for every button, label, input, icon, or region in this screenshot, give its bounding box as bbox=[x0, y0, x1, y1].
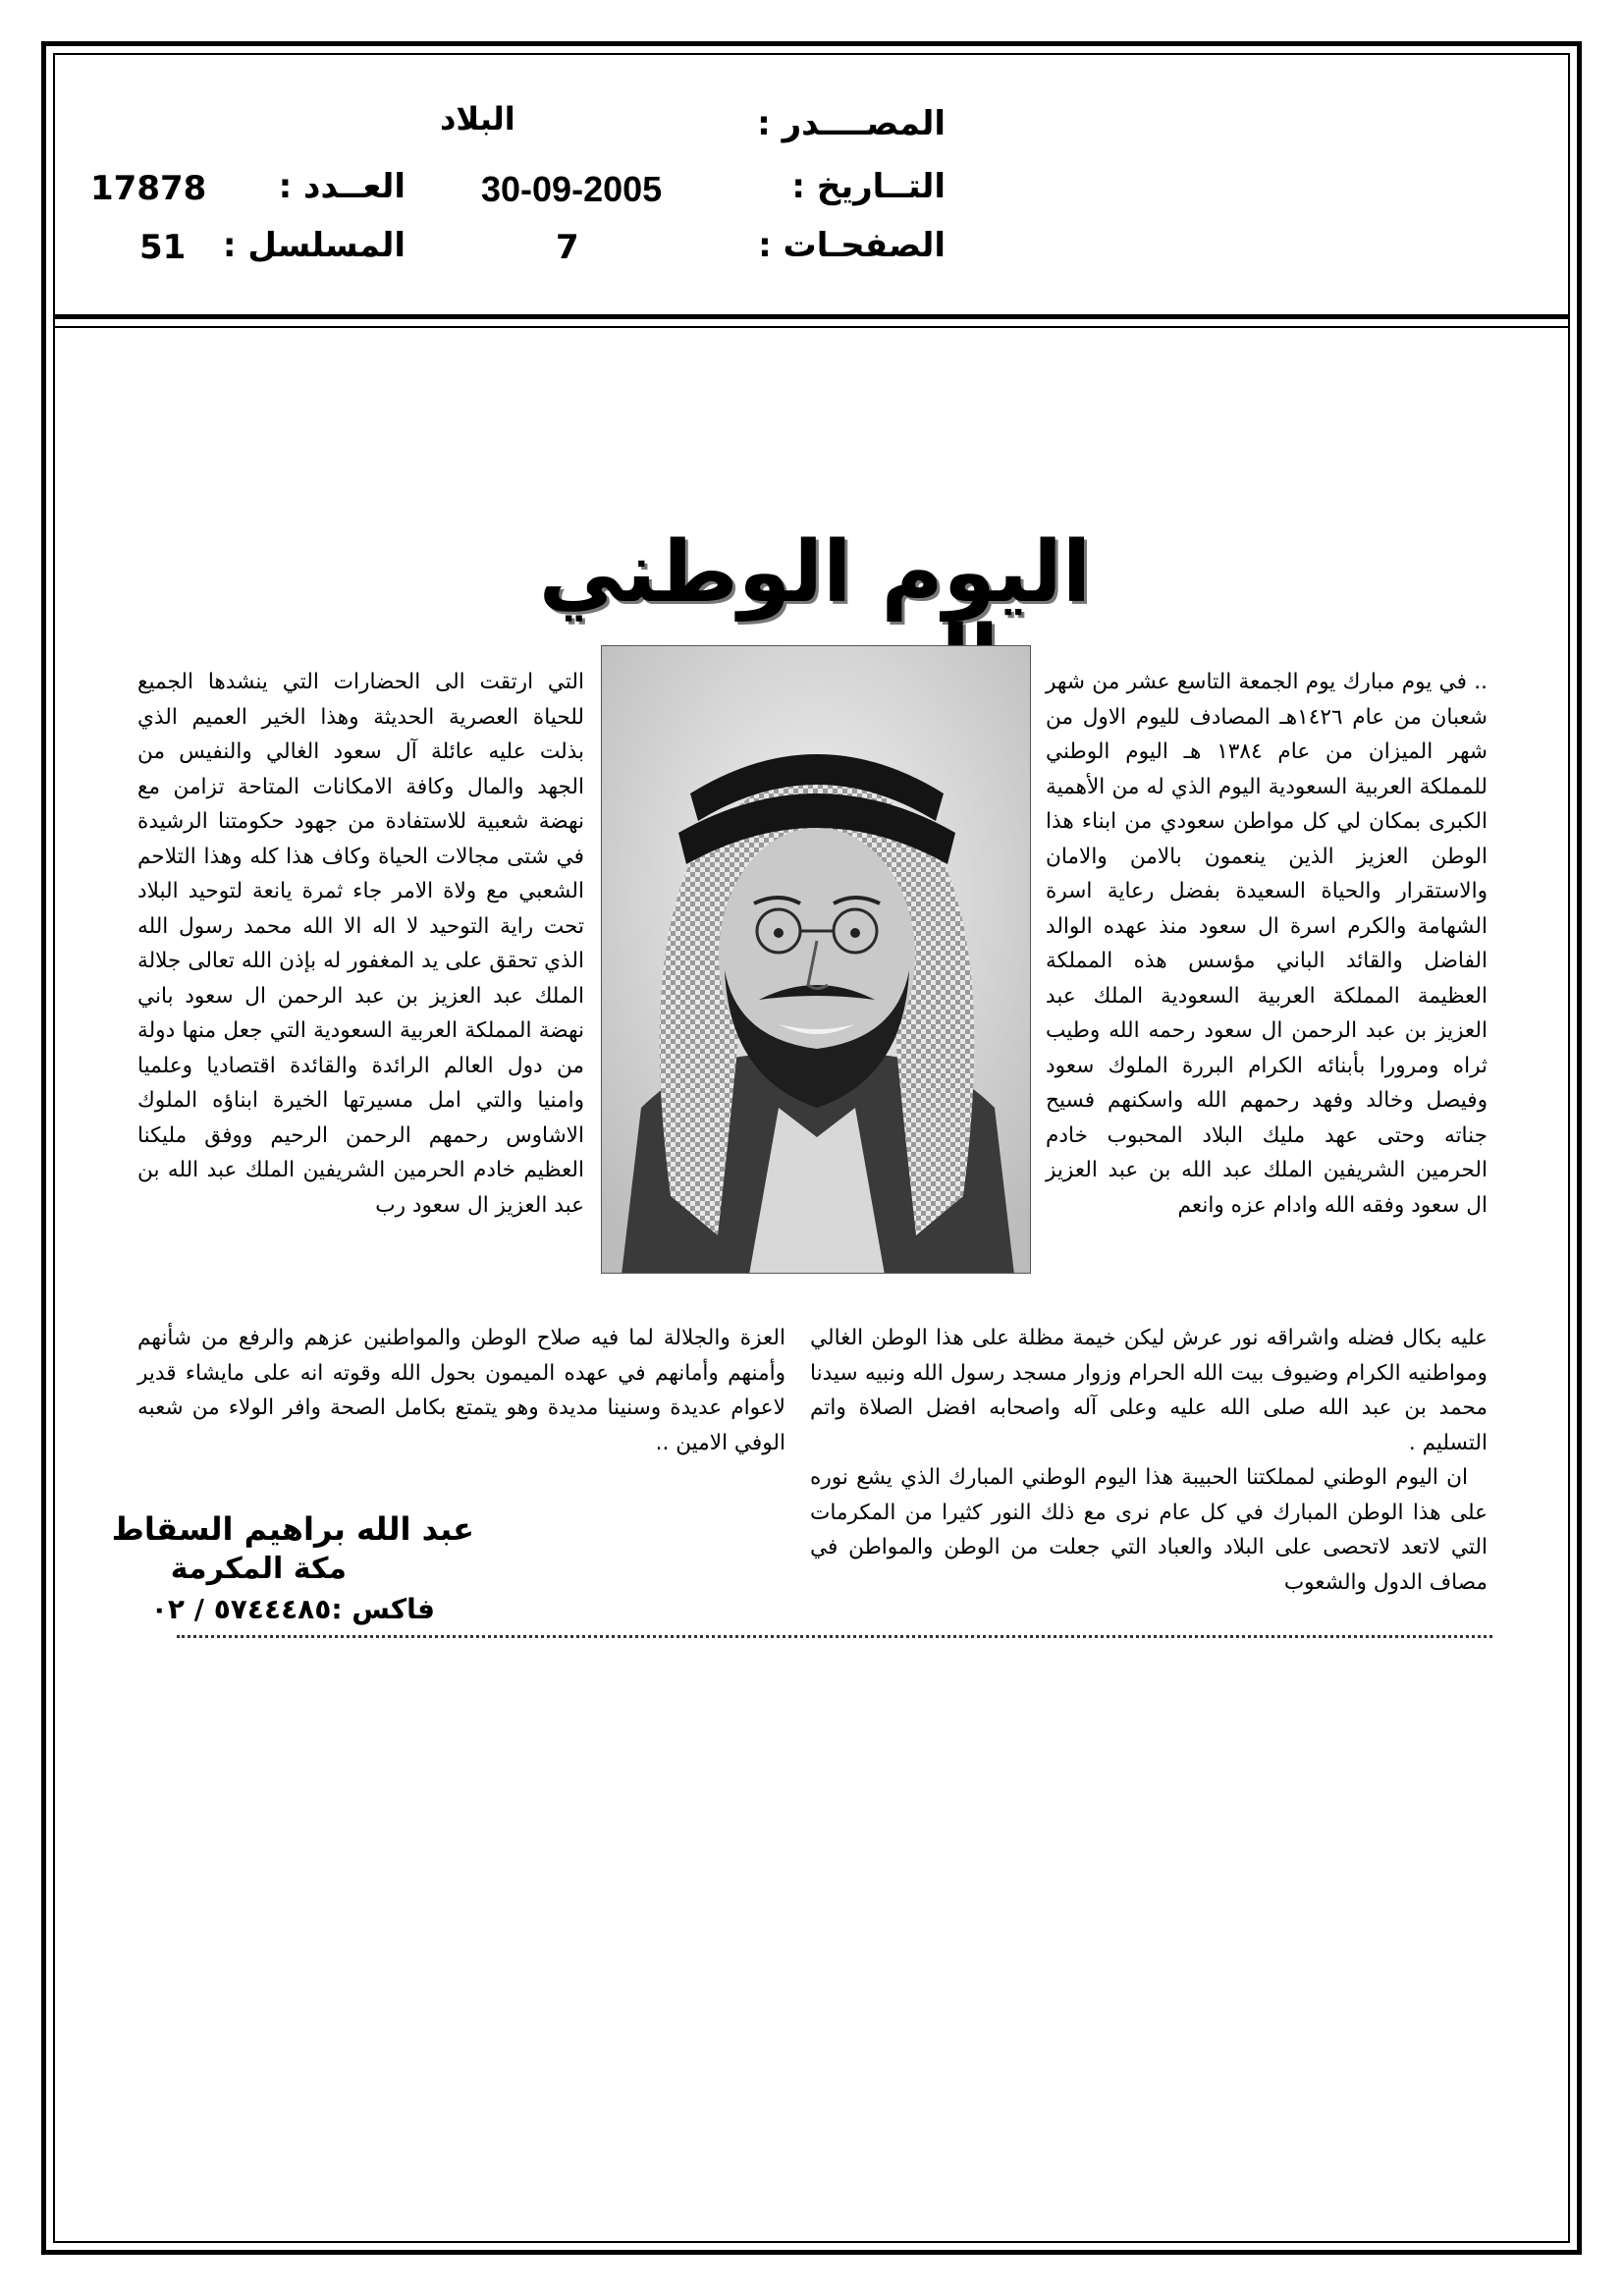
pages-label: الصفحـات : bbox=[758, 226, 946, 265]
article-bottom-left bbox=[137, 1321, 785, 1460]
date-value: 30-09-2005 bbox=[481, 169, 663, 209]
article-end-divider bbox=[177, 1635, 1492, 1638]
issue-value: 17878 bbox=[90, 169, 207, 208]
article-paragraph: التي ارتقت الى الحضارات التي ينشدها الجميع للحياة العصرية الحديثة وهذا الخير العميم الذي بذلت عليه عائلة آل سعود الغالي والنفيس من الجهد والمال وكافة الامكانات المتاحة تزامن مع نهضة شعبية للاستفادة من جهود حكومتنا الرشيدة في شتى مجالات الحياة وكاف هذا كله وهذا التلاحم الشعبي مع ولاة الامر جاء ثمرة يانعة لتوحيد البلاد تحت راية التوحيد لا اله الا الله محمد رسول الله الذي تحقق على يد المغفور له بإذن الله تعالى جلالة الملك عبد العزيز بن عبد الرحمن ال سعود باني نهضة المملكة العربية السعودية التي جعل منها دولة من دول العالم الرائدة والقائدة اقتصاديا وعلميا وامنيا والتي امل مسيرتها الخيرة ابناؤه الملوك الاشاوس رحمهم الرحمن الرحيم ووفق مليكنا العظيم خادم الحرمين الشريفين الملك عبد الله بن عبد العزيز ال سعود رب bbox=[137, 670, 584, 1218]
article-column-right bbox=[1046, 665, 1488, 1223]
article-paragraph: .. في يوم مبارك يوم الجمعة التاسع عشر من شهر شعبان من عام ١٤٢٦هـ المصادف لليوم الاول من شهر الميزان من عام ١٣٨٤ هـ اليوم الوطني للمملكة العربية السعودية اليوم الذي له من الأهمية الكبرى بمكان لي كل مواطن سعودي من ابناء هذا الوطن العزيز الذين ينعمون بالامن والامان والاستقرار والحياة السعيدة بفضل رعاية اسرة الشهامة والكرم اسرة ال سعود منذ عهده الوالد الفاضل والقائد الباني مؤسس هذه المملكة العظيمة المملكة العربية السعودية الملك عبد العزيز بن عبد الرحمن ال سعود رحمه الله وطيب ثراه ومرورا بأبنائه الكرام البررة الملوك سعود وفيصل وخالد وفهد رحمهم الله واسكنهم فسيح جناته وحتى عهد مليك البلاد المحبوب خادم الحرمين الشريفين الملك عبد الله بن عبد العزيز ال سعود وفقه الله وادام عزه وانعم bbox=[1046, 670, 1488, 1218]
issue-label: العــدد : bbox=[278, 167, 406, 206]
article-column-left bbox=[137, 665, 584, 1223]
serial-value: 51 bbox=[139, 228, 187, 267]
article-paragraph: العزة والجلالة لما فيه صلاح الوطن والمواطنين عزهم والرفع من شأنهم وأمنهم وأمانهم في عهده الميمون بحول الله وقوته انه على مايشاء قدير لاعوام عديدة وسنينا مديدة وهو يتمتع بكامل الصحة وافر الولاء من شعبه الوفي الامين .. bbox=[137, 1326, 785, 1455]
portrait-photo bbox=[601, 645, 1031, 1274]
portrait-illustration bbox=[602, 646, 1031, 1274]
header-divider bbox=[53, 314, 1570, 319]
author-fax: فاكس :٥٧٤٤٤٨٥ / ٠٢ bbox=[150, 1593, 435, 1625]
date-label: التــاريخ : bbox=[791, 167, 946, 206]
source-label: المصــــدر : bbox=[757, 104, 946, 143]
pages-value: 7 bbox=[556, 228, 579, 267]
article-title: اليوم الوطني bbox=[538, 523, 1092, 622]
header-divider-thin bbox=[53, 326, 1570, 328]
article-paragraph: ان اليوم الوطني لمملكتنا الحبيبة هذا اليوم الوطني المبارك الذي يشع نوره على هذا الوطن المبارك في كل عام نرى مع ذلك النور كثيرا من المكرمات التي لاتعد لاتحصى على البلاد والعباد التي جعلت من الوطن والمواطن في مصاف الدول والشعوب bbox=[810, 1465, 1488, 1595]
article-bottom-right bbox=[810, 1321, 1488, 1600]
article-paragraph: عليه بكال فضله واشراقه نور عرش ليكن خيمة مظلة على هذا الوطن الغالي ومواطنيه الكرام وضيوف بيت الله الحرام وزوار مسجد رسول الله ونبيه سيدنا محمد بن عبد الله صلى الله عليه وعلى آله واصحابه افضل الصلاة واتم التسليم . bbox=[810, 1326, 1488, 1455]
author-name: عبد الله براهيم السقاط bbox=[111, 1510, 474, 1548]
source-value: البلاد bbox=[440, 100, 515, 137]
serial-label: المسلسل : bbox=[222, 226, 406, 265]
author-city: مكة المكرمة bbox=[170, 1552, 347, 1586]
